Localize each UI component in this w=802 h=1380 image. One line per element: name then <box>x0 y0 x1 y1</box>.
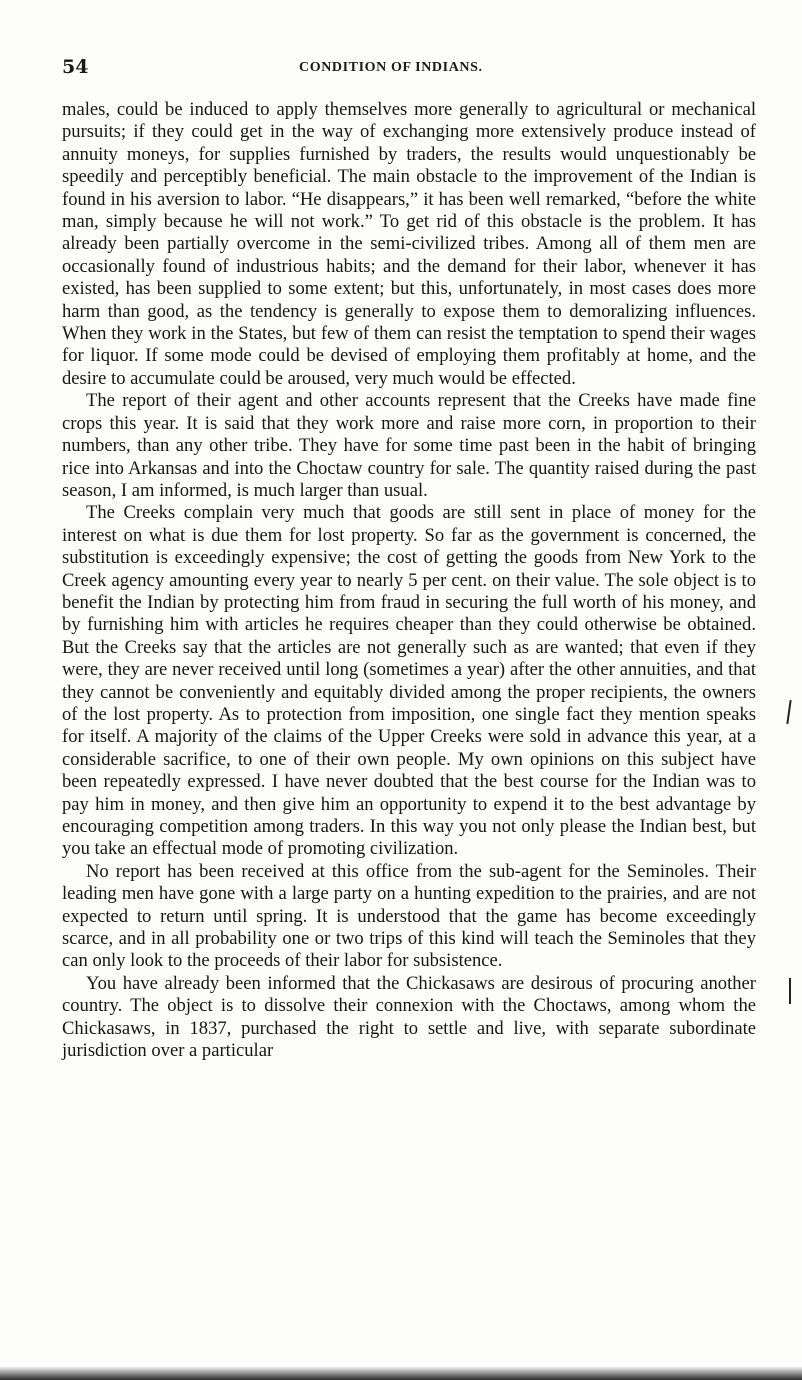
paragraph-3: The Creeks complain very much that goods are still sent in place of money for the interest on what is due them for lost property. So far as the government is concerned, the substitution is exceedingly expensive; the cost of getting the goods from New York to the Creek agency amounting every year to nearly 5 per cent. on their value. The sole object is to benefit the Indian by protecting him from fraud in securing the full worth of his money, and by furnishing him with articles he requires cheaper than they could otherwise be obtained. But the Creeks say that the articles are not generally such as are wanted; that even if they were, they are never received until long (sometimes a year) after the other annuities, and that they cannot be conveniently and equitably divided among the proper recipients, the owners of the lost property. As to protection from imposition, one single fact they mention speaks for itself. A majority of the claims of the Upper Creeks were sold in advance this year, at a considerable sacrifice, to one of their own people. My own opinions on this subject have been repeatedly expressed. I have never doubted that the best course for the Indian was to pay him in money, and then give him an opportunity to expend it to the best advantage by encouraging competition among traders. In this way you not only please the Indian best, but you take an effectual mode of promoting civilization. <box>62 502 756 860</box>
running-title: CONDITION OF INDIANS. <box>299 60 483 75</box>
page-bottom-edge <box>0 1366 802 1380</box>
paragraph-2: The report of their agent and other accounts represent that the Creeks have made fine crops this year. It is said that they work more and raise more corn, in proportion to their numbers, than any other tribe. They have for some time past been in the habit of bringing rice into Arkansas and into the Choctaw country for sale. The quantity raised during the past season, I am informed, is much larger than usual. <box>62 390 756 501</box>
paragraph-1: males, could be induced to apply themselves more generally to agricultural or mechanical pursuits; if they could get in the way of exchanging more extensively produce instead of annuity moneys, for supplies furnished by traders, the results would unquestionably be speedily and perceptibly beneficial. The main obstacle to the improvement of the Indian is found in his aversion to labor. “He disappears,” it has been well remarked, “before the white man, simply because he will not work.” To get rid of this obstacle is the problem. It has already been partially overcome in the semi-civilized tribes. Among all of them men are occasionally found of industrious habits; and the demand for their labor, whenever it has existed, has been supplied to some extent; but this, unfortunately, in most cases does more harm than good, as the tendency is generally to expose them to demoralizing influences. When they work in the States, but few of them can resist the temptation to spend their wages for liquor. If some mode could be devised of employing them profitably at home, and the desire to accumulate could be aroused, very much would be effected. <box>62 99 756 389</box>
body-text <box>62 99 756 1062</box>
paragraph-4: No report has been received at this office from the sub-agent for the Seminoles. Their leading men have gone with a large party on a hunting expedition to the prairies, and are not expected to return until spring. It is understood that the game has become exceedingly scarce, and in all probability one or two trips of this kind will teach the Seminoles that they can only look to the proceeds of their labor for subsistence. <box>62 860 756 972</box>
page-number: 54 <box>62 56 89 78</box>
page-header <box>62 56 756 84</box>
paragraph-5: You have already been informed that the Chickasaws are desirous of procuring another country. The object is to dissolve their connexion with the Choctaws, among whom the Chickasaws, in 1837, purchased the right to settle and live, with separate subordinate jurisdiction over a particular <box>62 972 756 1062</box>
margin-mark-lower <box>789 978 791 1004</box>
margin-mark-upper <box>786 700 791 724</box>
